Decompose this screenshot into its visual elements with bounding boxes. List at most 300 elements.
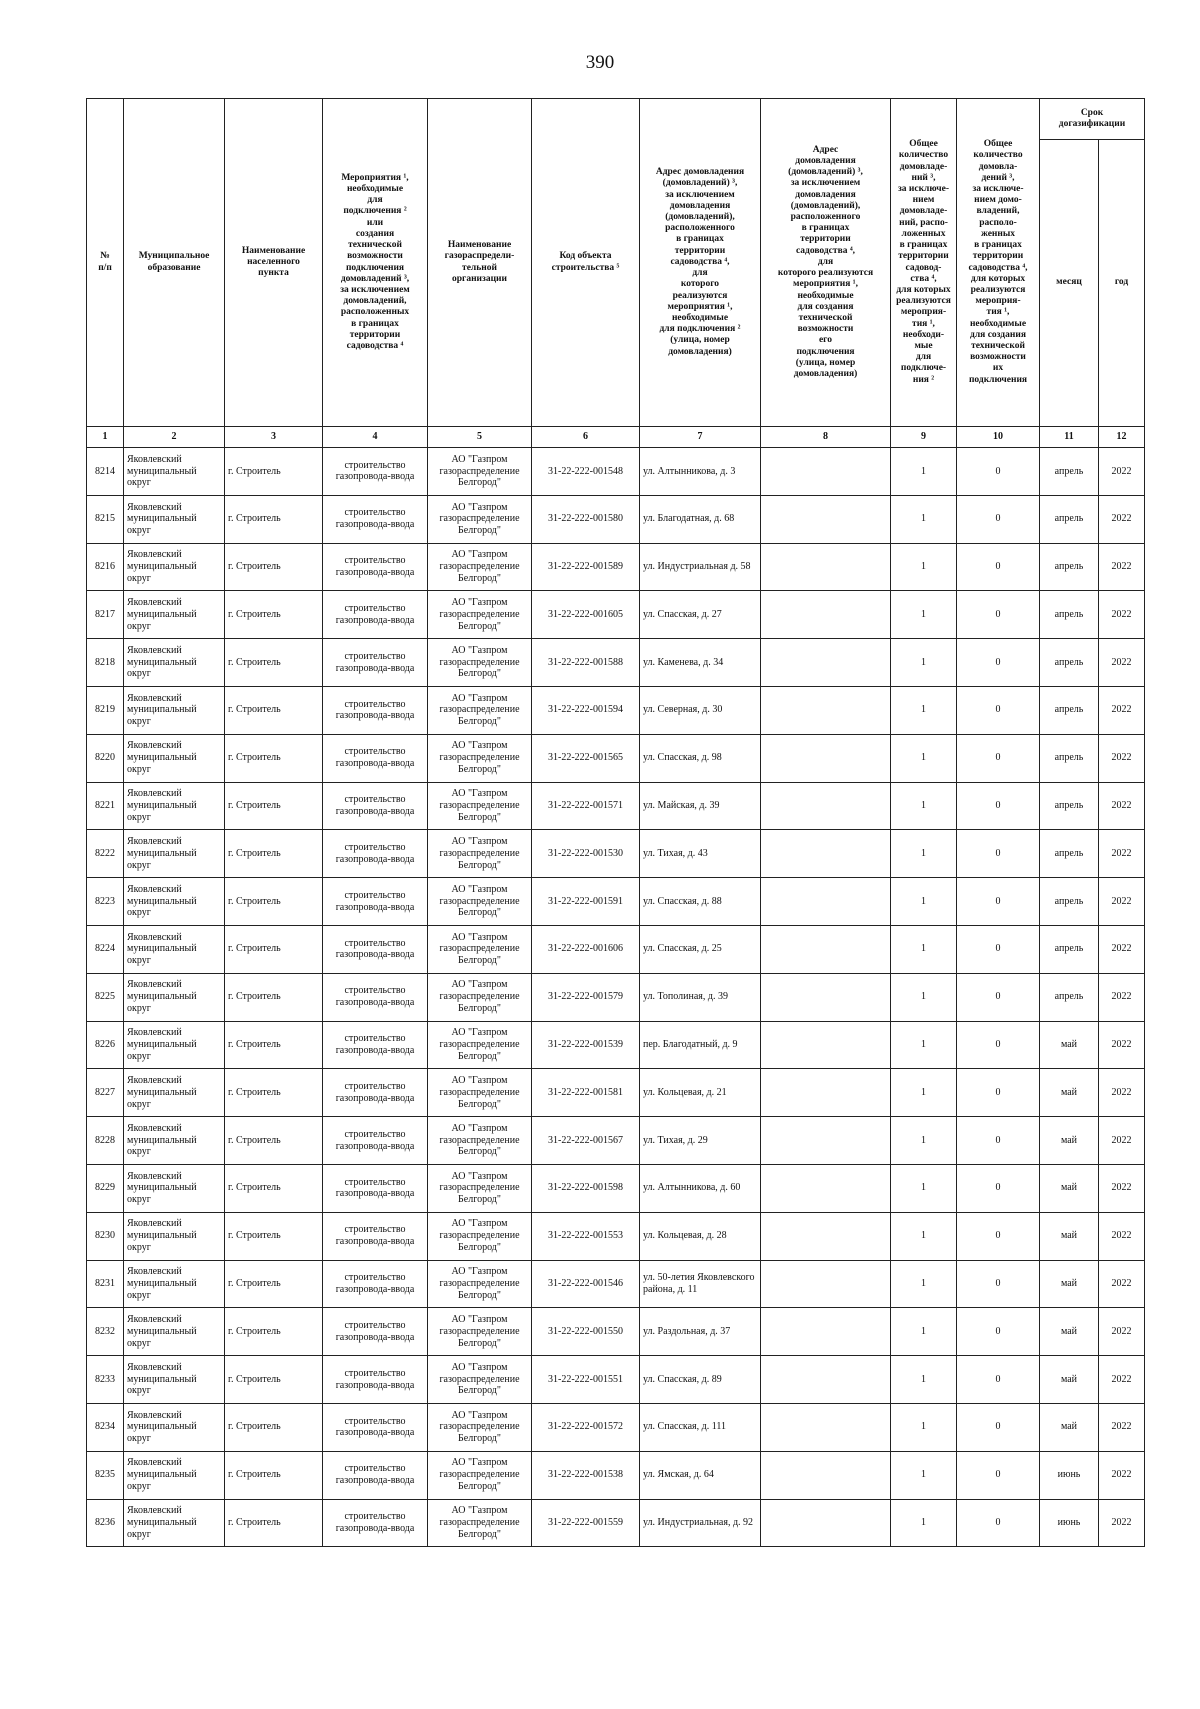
capability-address-cell <box>761 1260 891 1308</box>
settlement-cell: г. Строитель <box>225 1403 323 1451</box>
table-header <box>87 99 1145 448</box>
capability-address-cell <box>761 925 891 973</box>
row-number: 8236 <box>87 1499 124 1547</box>
connection-count-cell: 1 <box>891 1499 957 1547</box>
object-code-cell: 31-22-222-001550 <box>532 1308 640 1356</box>
year-cell: 2022 <box>1099 1117 1145 1165</box>
capability-address-cell <box>761 1451 891 1499</box>
month-cell: апрель <box>1040 973 1099 1021</box>
month-cell: май <box>1040 1117 1099 1165</box>
connection-count-cell: 1 <box>891 973 957 1021</box>
capability-address-cell <box>761 830 891 878</box>
capability-address-cell <box>761 543 891 591</box>
table-row <box>87 1499 1145 1547</box>
municipality-cell: Яковлевский муниципальный округ <box>124 591 225 639</box>
year-cell: 2022 <box>1099 448 1145 496</box>
object-code-cell: 31-22-222-001598 <box>532 1164 640 1212</box>
header-gas-org: Наименование газораспредели- тельной организации <box>428 99 532 427</box>
address-cell: ул. Раздольная, д. 37 <box>640 1308 761 1356</box>
month-cell: апрель <box>1040 591 1099 639</box>
connection-count-cell: 1 <box>891 1403 957 1451</box>
connection-count-cell: 1 <box>891 1260 957 1308</box>
gas-org-cell: АО "Газпром газораспределение Белгород" <box>428 1451 532 1499</box>
connection-count-cell: 1 <box>891 925 957 973</box>
gas-org-cell: АО "Газпром газораспределение Белгород" <box>428 973 532 1021</box>
measure-cell: строительство газопровода-ввода <box>323 734 428 782</box>
month-cell: май <box>1040 1308 1099 1356</box>
capability-address-cell <box>761 495 891 543</box>
address-cell: ул. Спасская, д. 111 <box>640 1403 761 1451</box>
measure-cell: строительство газопровода-ввода <box>323 1021 428 1069</box>
page-number: 390 <box>585 52 615 73</box>
capability-address-cell <box>761 1499 891 1547</box>
year-cell: 2022 <box>1099 734 1145 782</box>
measure-cell: строительство газопровода-ввода <box>323 1356 428 1404</box>
capability-count-cell: 0 <box>957 1451 1040 1499</box>
month-cell: апрель <box>1040 639 1099 687</box>
object-code-cell: 31-22-222-001591 <box>532 878 640 926</box>
table-row <box>87 1403 1145 1451</box>
gas-org-cell: АО "Газпром газораспределение Белгород" <box>428 1069 532 1117</box>
gas-org-cell: АО "Газпром газораспределение Белгород" <box>428 830 532 878</box>
year-cell: 2022 <box>1099 543 1145 591</box>
measure-cell: строительство газопровода-ввода <box>323 782 428 830</box>
address-cell: ул. Алтынникова, д. 3 <box>640 448 761 496</box>
object-code-cell: 31-22-222-001580 <box>532 495 640 543</box>
municipality-cell: Яковлевский муниципальный округ <box>124 973 225 1021</box>
address-cell: ул. Спасская, д. 89 <box>640 1356 761 1404</box>
object-code-cell: 31-22-222-001579 <box>532 973 640 1021</box>
settlement-cell: г. Строитель <box>225 830 323 878</box>
address-cell: ул. Ямская, д. 64 <box>640 1451 761 1499</box>
month-cell: май <box>1040 1164 1099 1212</box>
measure-cell: строительство газопровода-ввода <box>323 495 428 543</box>
capability-count-cell: 0 <box>957 878 1040 926</box>
settlement-cell: г. Строитель <box>225 1499 323 1547</box>
connection-count-cell: 1 <box>891 1164 957 1212</box>
capability-address-cell <box>761 686 891 734</box>
header-month: месяц <box>1040 140 1099 427</box>
gas-org-cell: АО "Газпром газораспределение Белгород" <box>428 1499 532 1547</box>
measure-cell: строительство газопровода-ввода <box>323 543 428 591</box>
capability-count-cell: 0 <box>957 686 1040 734</box>
month-cell: май <box>1040 1021 1099 1069</box>
year-cell: 2022 <box>1099 1499 1145 1547</box>
municipality-cell: Яковлевский муниципальный округ <box>124 639 225 687</box>
measure-cell: строительство газопровода-ввода <box>323 1260 428 1308</box>
header-municipality: Муниципальное образование <box>124 99 225 427</box>
year-cell: 2022 <box>1099 1356 1145 1404</box>
measure-cell: строительство газопровода-ввода <box>323 1403 428 1451</box>
object-code-cell: 31-22-222-001559 <box>532 1499 640 1547</box>
year-cell: 2022 <box>1099 1021 1145 1069</box>
table-row <box>87 495 1145 543</box>
row-number: 8222 <box>87 830 124 878</box>
measure-cell: строительство газопровода-ввода <box>323 973 428 1021</box>
col-number: 7 <box>640 427 761 448</box>
month-cell: апрель <box>1040 543 1099 591</box>
year-cell: 2022 <box>1099 1260 1145 1308</box>
object-code-cell: 31-22-222-001538 <box>532 1451 640 1499</box>
measure-cell: строительство газопровода-ввода <box>323 591 428 639</box>
capability-count-cell: 0 <box>957 830 1040 878</box>
column-number-row <box>87 427 1145 448</box>
month-cell: май <box>1040 1212 1099 1260</box>
capability-address-cell <box>761 973 891 1021</box>
connection-count-cell: 1 <box>891 1308 957 1356</box>
month-cell: апрель <box>1040 782 1099 830</box>
capability-address-cell <box>761 448 891 496</box>
month-cell: апрель <box>1040 878 1099 926</box>
table-row <box>87 543 1145 591</box>
settlement-cell: г. Строитель <box>225 1260 323 1308</box>
municipality-cell: Яковлевский муниципальный округ <box>124 734 225 782</box>
municipality-cell: Яковлевский муниципальный округ <box>124 1356 225 1404</box>
settlement-cell: г. Строитель <box>225 782 323 830</box>
capability-address-cell <box>761 1069 891 1117</box>
table-row <box>87 973 1145 1021</box>
col-number: 12 <box>1099 427 1145 448</box>
connection-count-cell: 1 <box>891 639 957 687</box>
capability-count-cell: 0 <box>957 1403 1040 1451</box>
capability-count-cell: 0 <box>957 1021 1040 1069</box>
year-cell: 2022 <box>1099 495 1145 543</box>
settlement-cell: г. Строитель <box>225 495 323 543</box>
measure-cell: строительство газопровода-ввода <box>323 1499 428 1547</box>
table-row <box>87 830 1145 878</box>
month-cell: апрель <box>1040 686 1099 734</box>
municipality-cell: Яковлевский муниципальный округ <box>124 925 225 973</box>
capability-count-cell: 0 <box>957 782 1040 830</box>
gas-org-cell: АО "Газпром газораспределение Белгород" <box>428 878 532 926</box>
header-address-connection: Адрес домовладения (домовладений) ³, за исключением домовладения (домовладений), расположенного в границах территории садоводства ⁴, для которого реализуются мероприятия ¹, необходимые для подключения ² (улица, номер домовладения) <box>640 99 761 427</box>
settlement-cell: г. Строитель <box>225 925 323 973</box>
settlement-cell: г. Строитель <box>225 1021 323 1069</box>
capability-count-cell: 0 <box>957 1499 1040 1547</box>
object-code-cell: 31-22-222-001605 <box>532 591 640 639</box>
row-number: 8218 <box>87 639 124 687</box>
connection-count-cell: 1 <box>891 1117 957 1165</box>
row-number: 8221 <box>87 782 124 830</box>
connection-count-cell: 1 <box>891 1356 957 1404</box>
table-row <box>87 448 1145 496</box>
municipality-cell: Яковлевский муниципальный округ <box>124 686 225 734</box>
municipality-cell: Яковлевский муниципальный округ <box>124 495 225 543</box>
address-cell: ул. Майская, д. 39 <box>640 782 761 830</box>
measure-cell: строительство газопровода-ввода <box>323 830 428 878</box>
capability-address-cell <box>761 734 891 782</box>
address-cell: ул. Индустриальная, д. 92 <box>640 1499 761 1547</box>
month-cell: апрель <box>1040 495 1099 543</box>
row-number: 8215 <box>87 495 124 543</box>
col-number: 11 <box>1040 427 1099 448</box>
settlement-cell: г. Строитель <box>225 1451 323 1499</box>
row-number: 8232 <box>87 1308 124 1356</box>
object-code-cell: 31-22-222-001581 <box>532 1069 640 1117</box>
year-cell: 2022 <box>1099 686 1145 734</box>
connection-count-cell: 1 <box>891 830 957 878</box>
header-term: Срок догазификации <box>1040 99 1145 140</box>
connection-count-cell: 1 <box>891 495 957 543</box>
municipality-cell: Яковлевский муниципальный округ <box>124 1117 225 1165</box>
settlement-cell: г. Строитель <box>225 639 323 687</box>
month-cell: апрель <box>1040 830 1099 878</box>
object-code-cell: 31-22-222-001565 <box>532 734 640 782</box>
address-cell: ул. Благодатная, д. 68 <box>640 495 761 543</box>
object-code-cell: 31-22-222-001530 <box>532 830 640 878</box>
connection-count-cell: 1 <box>891 448 957 496</box>
year-cell: 2022 <box>1099 973 1145 1021</box>
capability-count-cell: 0 <box>957 734 1040 782</box>
row-number: 8227 <box>87 1069 124 1117</box>
settlement-cell: г. Строитель <box>225 1356 323 1404</box>
connection-count-cell: 1 <box>891 1451 957 1499</box>
col-number: 2 <box>124 427 225 448</box>
table-body <box>87 448 1145 1547</box>
gas-org-cell: АО "Газпром газораспределение Белгород" <box>428 1021 532 1069</box>
gas-org-cell: АО "Газпром газораспределение Белгород" <box>428 1164 532 1212</box>
capability-count-cell: 0 <box>957 1069 1040 1117</box>
row-number: 8230 <box>87 1212 124 1260</box>
connection-count-cell: 1 <box>891 686 957 734</box>
row-number: 8235 <box>87 1451 124 1499</box>
row-number: 8228 <box>87 1117 124 1165</box>
measure-cell: строительство газопровода-ввода <box>323 1212 428 1260</box>
connection-count-cell: 1 <box>891 878 957 926</box>
col-number: 9 <box>891 427 957 448</box>
row-number: 8224 <box>87 925 124 973</box>
municipality-cell: Яковлевский муниципальный округ <box>124 878 225 926</box>
table-row <box>87 782 1145 830</box>
capability-count-cell: 0 <box>957 1356 1040 1404</box>
month-cell: июнь <box>1040 1451 1099 1499</box>
municipality-cell: Яковлевский муниципальный округ <box>124 782 225 830</box>
gas-org-cell: АО "Газпром газораспределение Белгород" <box>428 734 532 782</box>
gas-org-cell: АО "Газпром газораспределение Белгород" <box>428 686 532 734</box>
settlement-cell: г. Строитель <box>225 686 323 734</box>
row-number: 8229 <box>87 1164 124 1212</box>
capability-address-cell <box>761 1308 891 1356</box>
col-number: 3 <box>225 427 323 448</box>
header-year: год <box>1099 140 1145 427</box>
address-cell: ул. Спасская, д. 98 <box>640 734 761 782</box>
object-code-cell: 31-22-222-001539 <box>532 1021 640 1069</box>
settlement-cell: г. Строитель <box>225 1117 323 1165</box>
year-cell: 2022 <box>1099 925 1145 973</box>
measure-cell: строительство газопровода-ввода <box>323 1451 428 1499</box>
settlement-cell: г. Строитель <box>225 1308 323 1356</box>
gas-org-cell: АО "Газпром газораспределение Белгород" <box>428 925 532 973</box>
gas-org-cell: АО "Газпром газораспределение Белгород" <box>428 1260 532 1308</box>
month-cell: май <box>1040 1403 1099 1451</box>
address-cell: ул. Тихая, д. 29 <box>640 1117 761 1165</box>
year-cell: 2022 <box>1099 782 1145 830</box>
gas-org-cell: АО "Газпром газораспределение Белгород" <box>428 1356 532 1404</box>
gas-org-cell: АО "Газпром газораспределение Белгород" <box>428 782 532 830</box>
table-row <box>87 591 1145 639</box>
object-code-cell: 31-22-222-001589 <box>532 543 640 591</box>
capability-count-cell: 0 <box>957 1308 1040 1356</box>
address-cell: ул. Кольцевая, д. 21 <box>640 1069 761 1117</box>
header-count-capability: Общее количество домовла- дений ³, за исключе- нием домо- владений, располо- женных в границах территории садоводства ⁴, для которых реализуются мероприя- тия ¹, необходимые для создания технической возможности их подключения <box>957 99 1040 427</box>
connection-count-cell: 1 <box>891 1021 957 1069</box>
row-number: 8234 <box>87 1403 124 1451</box>
year-cell: 2022 <box>1099 1308 1145 1356</box>
col-number: 4 <box>323 427 428 448</box>
gas-org-cell: АО "Газпром газораспределение Белгород" <box>428 591 532 639</box>
municipality-cell: Яковлевский муниципальный округ <box>124 1069 225 1117</box>
row-number: 8233 <box>87 1356 124 1404</box>
month-cell: май <box>1040 1356 1099 1404</box>
table-row <box>87 1117 1145 1165</box>
address-cell: ул. Спасская, д. 27 <box>640 591 761 639</box>
gas-org-cell: АО "Газпром газораспределение Белгород" <box>428 448 532 496</box>
object-code-cell: 31-22-222-001571 <box>532 782 640 830</box>
capability-count-cell: 0 <box>957 1164 1040 1212</box>
capability-address-cell <box>761 591 891 639</box>
address-cell: пер. Благодатный, д. 9 <box>640 1021 761 1069</box>
year-cell: 2022 <box>1099 591 1145 639</box>
capability-address-cell <box>761 1021 891 1069</box>
address-cell: ул. 50-летия Яковлевского района, д. 11 <box>640 1260 761 1308</box>
address-cell: ул. Тополиная, д. 39 <box>640 973 761 1021</box>
gas-org-cell: АО "Газпром газораспределение Белгород" <box>428 639 532 687</box>
row-number: 8226 <box>87 1021 124 1069</box>
year-cell: 2022 <box>1099 1164 1145 1212</box>
month-cell: май <box>1040 1069 1099 1117</box>
address-cell: ул. Северная, д. 30 <box>640 686 761 734</box>
capability-address-cell <box>761 1117 891 1165</box>
settlement-cell: г. Строитель <box>225 734 323 782</box>
header-object-code: Код объекта строительства ⁵ <box>532 99 640 427</box>
municipality-cell: Яковлевский муниципальный округ <box>124 543 225 591</box>
address-cell: ул. Каменева, д. 34 <box>640 639 761 687</box>
month-cell: апрель <box>1040 925 1099 973</box>
object-code-cell: 31-22-222-001588 <box>532 639 640 687</box>
municipality-cell: Яковлевский муниципальный округ <box>124 1451 225 1499</box>
gas-org-cell: АО "Газпром газораспределение Белгород" <box>428 543 532 591</box>
address-cell: ул. Кольцевая, д. 28 <box>640 1212 761 1260</box>
connection-count-cell: 1 <box>891 1069 957 1117</box>
object-code-cell: 31-22-222-001572 <box>532 1403 640 1451</box>
capability-count-cell: 0 <box>957 639 1040 687</box>
gas-org-cell: АО "Газпром газораспределение Белгород" <box>428 1117 532 1165</box>
measure-cell: строительство газопровода-ввода <box>323 925 428 973</box>
object-code-cell: 31-22-222-001606 <box>532 925 640 973</box>
table-row <box>87 686 1145 734</box>
capability-address-cell <box>761 1356 891 1404</box>
capability-count-cell: 0 <box>957 1212 1040 1260</box>
municipality-cell: Яковлевский муниципальный округ <box>124 1308 225 1356</box>
municipality-cell: Яковлевский муниципальный округ <box>124 1499 225 1547</box>
measure-cell: строительство газопровода-ввода <box>323 1164 428 1212</box>
settlement-cell: г. Строитель <box>225 448 323 496</box>
table-row <box>87 734 1145 782</box>
address-cell: ул. Тихая, д. 43 <box>640 830 761 878</box>
year-cell: 2022 <box>1099 1451 1145 1499</box>
object-code-cell: 31-22-222-001551 <box>532 1356 640 1404</box>
capability-address-cell <box>761 878 891 926</box>
table-row <box>87 1021 1145 1069</box>
header-address-capability: Адрес домовладения (домовладений) ³, за исключением домовладения (домовладений), расположенного в границах территории садоводства ⁴, для которого реализуются мероприятия ¹, необходимые для создания технической возможности его подключения (улица, номер домовладения) <box>761 99 891 427</box>
connection-count-cell: 1 <box>891 591 957 639</box>
municipality-cell: Яковлевский муниципальный округ <box>124 1212 225 1260</box>
capability-address-cell <box>761 1403 891 1451</box>
col-number: 8 <box>761 427 891 448</box>
table-row <box>87 878 1145 926</box>
capability-address-cell <box>761 782 891 830</box>
month-cell: апрель <box>1040 448 1099 496</box>
address-cell: ул. Спасская, д. 25 <box>640 925 761 973</box>
col-number: 1 <box>87 427 124 448</box>
object-code-cell: 31-22-222-001553 <box>532 1212 640 1260</box>
capability-count-cell: 0 <box>957 925 1040 973</box>
row-number: 8219 <box>87 686 124 734</box>
address-cell: ул. Индустриальная д. 58 <box>640 543 761 591</box>
capability-count-cell: 0 <box>957 973 1040 1021</box>
row-number: 8216 <box>87 543 124 591</box>
capability-count-cell: 0 <box>957 448 1040 496</box>
measure-cell: строительство газопровода-ввода <box>323 1308 428 1356</box>
measure-cell: строительство газопровода-ввода <box>323 1117 428 1165</box>
month-cell: апрель <box>1040 734 1099 782</box>
address-cell: ул. Алтынникова, д. 60 <box>640 1164 761 1212</box>
header-measures: Мероприятия ¹, необходимые для подключения ² или создания технической возможности подключения домовладений ³, за исключением домовладений, расположенных в границах территории садоводства ⁴ <box>323 99 428 427</box>
municipality-cell: Яковлевский муниципальный округ <box>124 1164 225 1212</box>
municipality-cell: Яковлевский муниципальный округ <box>124 448 225 496</box>
municipality-cell: Яковлевский муниципальный округ <box>124 830 225 878</box>
measure-cell: строительство газопровода-ввода <box>323 448 428 496</box>
settlement-cell: г. Строитель <box>225 1212 323 1260</box>
capability-address-cell <box>761 639 891 687</box>
table-row <box>87 1212 1145 1260</box>
settlement-cell: г. Строитель <box>225 1164 323 1212</box>
table-row <box>87 1164 1145 1212</box>
header-settlement: Наименование населенного пункта <box>225 99 323 427</box>
settlement-cell: г. Строитель <box>225 1069 323 1117</box>
table-row <box>87 1308 1145 1356</box>
year-cell: 2022 <box>1099 1212 1145 1260</box>
measure-cell: строительство газопровода-ввода <box>323 639 428 687</box>
month-cell: май <box>1040 1260 1099 1308</box>
capability-count-cell: 0 <box>957 543 1040 591</box>
col-number: 10 <box>957 427 1040 448</box>
table-row <box>87 1451 1145 1499</box>
settlement-cell: г. Строитель <box>225 973 323 1021</box>
object-code-cell: 31-22-222-001567 <box>532 1117 640 1165</box>
capability-count-cell: 0 <box>957 1117 1040 1165</box>
settlement-cell: г. Строитель <box>225 878 323 926</box>
municipality-cell: Яковлевский муниципальный округ <box>124 1021 225 1069</box>
measure-cell: строительство газопровода-ввода <box>323 686 428 734</box>
measure-cell: строительство газопровода-ввода <box>323 878 428 926</box>
capability-address-cell <box>761 1212 891 1260</box>
table-row <box>87 1069 1145 1117</box>
connection-count-cell: 1 <box>891 734 957 782</box>
connection-count-cell: 1 <box>891 543 957 591</box>
row-number: 8217 <box>87 591 124 639</box>
table-row <box>87 1260 1145 1308</box>
connection-count-cell: 1 <box>891 1212 957 1260</box>
row-number: 8220 <box>87 734 124 782</box>
object-code-cell: 31-22-222-001548 <box>532 448 640 496</box>
capability-count-cell: 0 <box>957 591 1040 639</box>
header-count-connection: Общее количество домовладе- ний ³, за исключе- нием домовладе- ний, распо- ложенных в границах территории садовод- ства ⁴, для которых реализуются мероприя- тия ¹, необходи- мые для подключе- ния ² <box>891 99 957 427</box>
connection-count-cell: 1 <box>891 782 957 830</box>
gas-org-cell: АО "Газпром газораспределение Белгород" <box>428 1212 532 1260</box>
address-cell: ул. Спасская, д. 88 <box>640 878 761 926</box>
year-cell: 2022 <box>1099 1069 1145 1117</box>
